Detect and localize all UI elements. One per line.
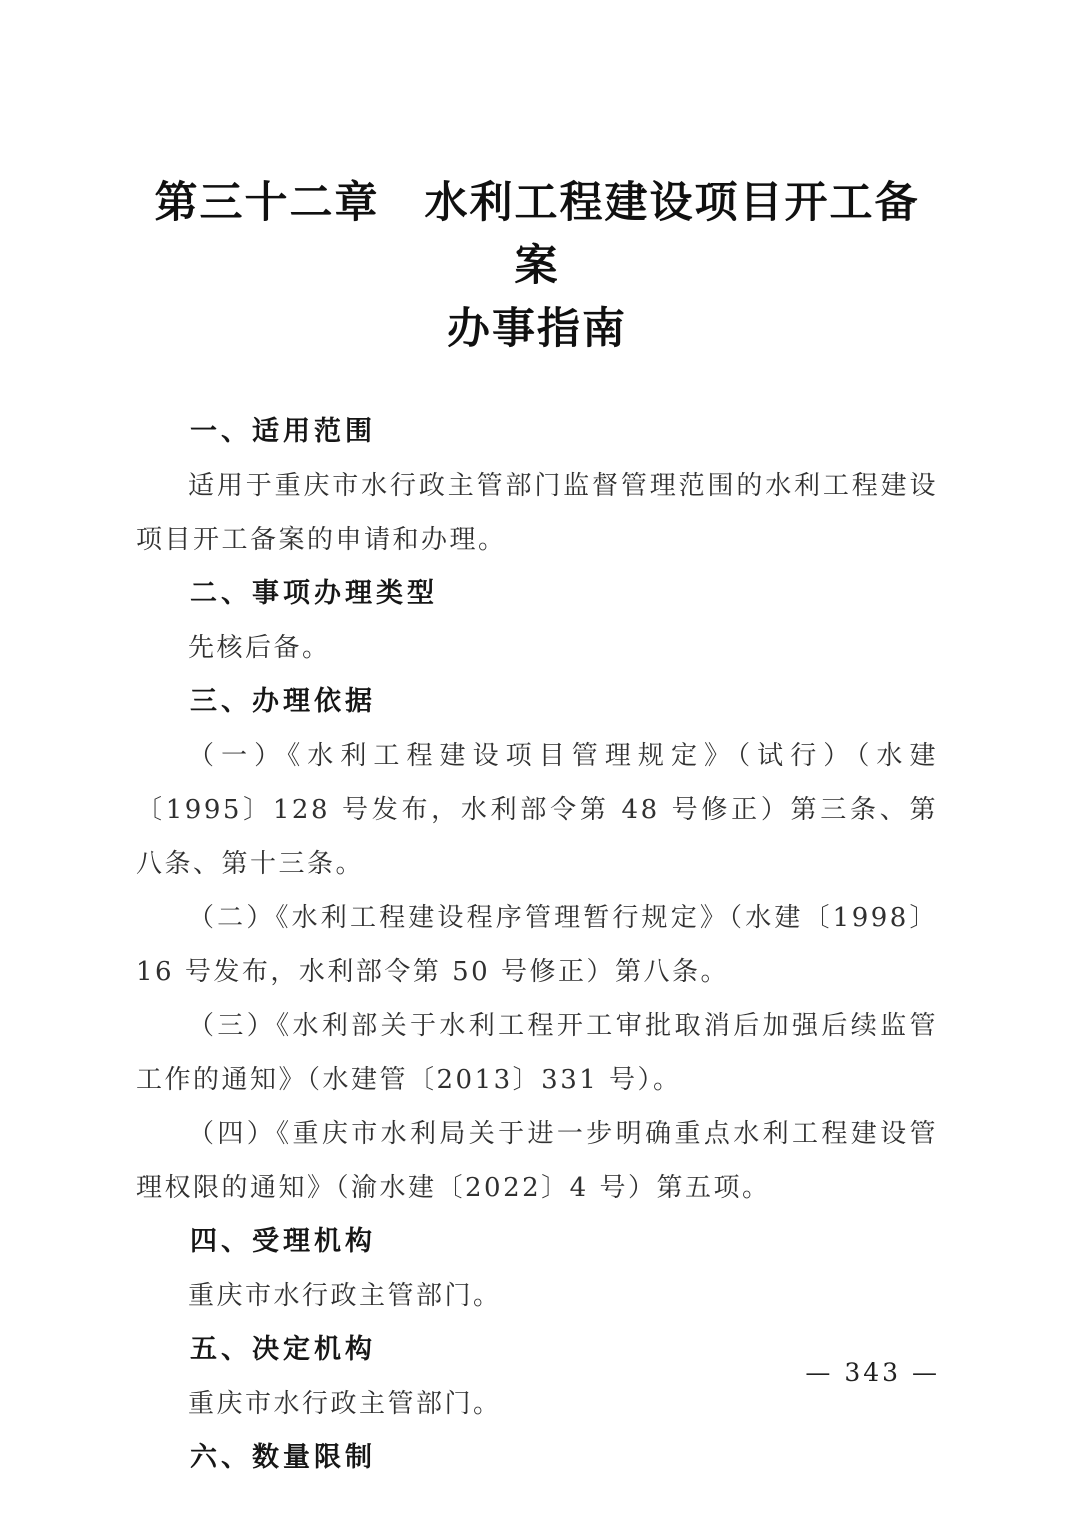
section-heading: 二、事项办理类型	[190, 578, 438, 609]
document-body	[136, 405, 938, 1485]
paragraph: 重庆市水行政主管部门。	[188, 1389, 502, 1419]
page-number: — 343 —	[805, 1358, 940, 1387]
section-heading: 一、适用范围	[190, 416, 376, 447]
paragraph: （三）《水利部关于水利工程开工审批取消后加强后续监管工作的通知》（水建管〔2013〕331 号）。	[136, 1011, 938, 1095]
section-heading: 四、受理机构	[190, 1226, 376, 1257]
section-heading: 五、决定机构	[190, 1334, 376, 1365]
paragraph: （四）《重庆市水利局关于进一步明确重点水利工程建设管理权限的通知》（渝水建〔2022〕4 号）第五项。	[136, 1119, 938, 1203]
section-heading: 六、数量限制	[190, 1442, 376, 1473]
paragraph: （一）《水利工程建设项目管理规定》（试行）（水建〔1995〕128 号发布，水利部令第 48 号修正）第三条、第八条、第十三条。	[136, 741, 938, 879]
paragraph: 先核后备。	[188, 633, 331, 663]
section-heading: 三、办理依据	[190, 686, 376, 717]
document-content	[136, 172, 938, 1485]
chapter-title	[136, 172, 938, 361]
chapter-title-line2: 办事指南	[447, 304, 627, 354]
paragraph: （二）《水利工程建设程序管理暂行规定》（水建〔1998〕16 号发布，水利部令第 50 号修正）第八条。	[136, 903, 938, 987]
chapter-title-line1: 第三十二章 水利工程建设项目开工备案	[154, 178, 920, 291]
paragraph: 适用于重庆市水行政主管部门监督管理范围的水利工程建设项目开工备案的申请和办理。	[136, 471, 938, 555]
page-footer	[805, 1358, 940, 1387]
paragraph: 重庆市水行政主管部门。	[188, 1281, 502, 1311]
